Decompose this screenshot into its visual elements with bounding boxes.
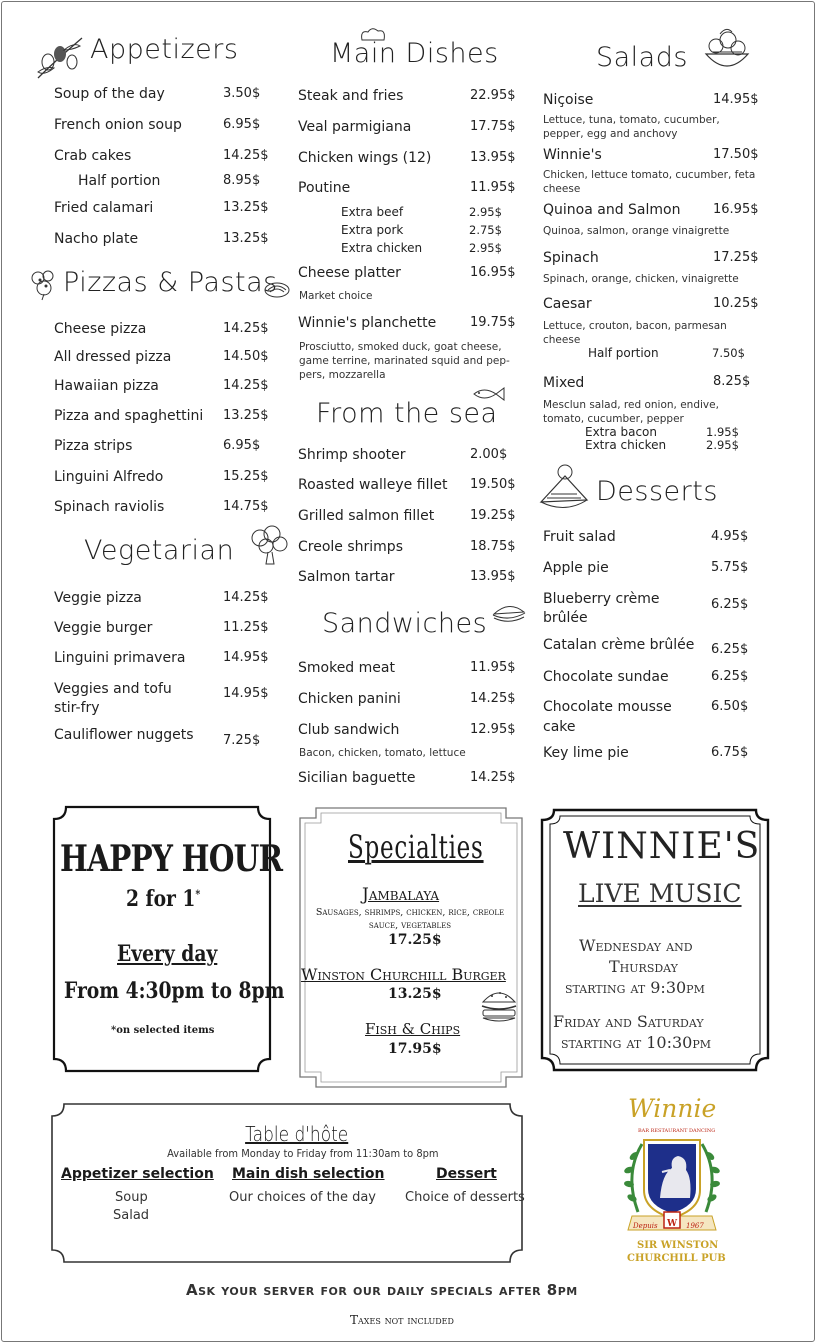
menu-price: 14.95$ bbox=[223, 686, 269, 701]
taxes-note: Taxes not included bbox=[350, 1313, 454, 1327]
menu-item: All dressed pizza bbox=[54, 349, 172, 365]
menu-item: Poutine bbox=[298, 180, 351, 196]
salad-bowl-icon bbox=[700, 24, 754, 78]
fish-icon bbox=[470, 386, 506, 402]
menu-item: Chicken wings (12) bbox=[298, 150, 432, 166]
happy-hour-hours: From 4:30pm to 8pm bbox=[64, 978, 285, 1004]
menu-item: Fruit salad bbox=[543, 529, 616, 545]
menu-item: Mixed bbox=[543, 375, 585, 391]
menu-price: 19.25$ bbox=[470, 508, 516, 523]
menu-price: 6.25$ bbox=[711, 669, 749, 684]
logo-depuis: Depuis bbox=[633, 1222, 658, 1230]
menu-price: 17.75$ bbox=[470, 119, 516, 134]
menu-item: Smoked meat bbox=[298, 660, 395, 676]
appetizer-selection-heading: Appetizer selection bbox=[61, 1166, 214, 1182]
main-option: Our choices of the day bbox=[229, 1190, 376, 1205]
extra-price: 2.95$ bbox=[469, 205, 502, 219]
menu-price: 19.75$ bbox=[470, 315, 516, 330]
menu-item: Caesar bbox=[543, 296, 592, 312]
main-selection-heading: Main dish selection bbox=[232, 1166, 385, 1182]
menu-item: Chocolate mousse bbox=[543, 699, 672, 715]
burger-price: 13.25$ bbox=[388, 986, 442, 1002]
menu-price: 16.95$ bbox=[713, 202, 759, 217]
item-description: Bacon, chicken, tomato, lettuce bbox=[299, 747, 466, 759]
menu-price: 22.95$ bbox=[470, 88, 516, 103]
menu-item: Sicilian baguette bbox=[298, 770, 416, 786]
broccoli-icon bbox=[246, 522, 292, 568]
menu-item: Pizza strips bbox=[54, 438, 133, 454]
chef-hat-icon bbox=[358, 26, 388, 44]
menu-price: 13.25$ bbox=[223, 231, 269, 246]
menu-price: 15.25$ bbox=[223, 469, 269, 484]
happy-hour-note: *on selected items bbox=[111, 1025, 215, 1036]
menu-price: 11.25$ bbox=[223, 620, 269, 635]
menu-item-line2: stir-fry bbox=[54, 700, 100, 716]
menu-price: 17.25$ bbox=[713, 250, 759, 265]
vegetarian-title: Vegetarian bbox=[84, 535, 235, 566]
menu-item-line2: cake bbox=[543, 719, 576, 735]
menu-price: 3.50$ bbox=[223, 86, 261, 101]
burger-name: Winston Churchill Burger bbox=[301, 965, 506, 984]
menu-item: Quinoa and Salmon bbox=[543, 202, 681, 218]
appetizer-option: Salad bbox=[113, 1208, 150, 1223]
item-description: Lettuce, tuna, tomato, cucumber, pepper, egg and anchovy bbox=[543, 114, 720, 140]
menu-item: Cheese pizza bbox=[54, 321, 147, 337]
live-line: starting at 9:30pm bbox=[565, 978, 705, 997]
extra-price: 2.75$ bbox=[469, 223, 502, 237]
sandwiches-title: Sandwiches bbox=[322, 608, 488, 639]
jambalaya-description: Sausages, shrimps, chicken, rice, creole sauce, vegetables bbox=[315, 907, 505, 931]
menu-item: Niçoise bbox=[543, 92, 594, 108]
menu-item-line2: brûlée bbox=[543, 610, 588, 626]
menu-price: 4.95$ bbox=[711, 529, 749, 544]
item-description: Mesclun salad, red onion, endive, tomato, cucumber, pepper bbox=[543, 399, 719, 425]
fish-chips-price: 17.95$ bbox=[388, 1041, 442, 1057]
logo-tagline: BAR RESTAURANT DANCING bbox=[638, 1128, 716, 1134]
menu-item: Spinach raviolis bbox=[54, 499, 165, 515]
menu-item: Roasted walleye fillet bbox=[298, 477, 448, 493]
menu-item: Pizza and spaghettini bbox=[54, 408, 204, 424]
menu-price: 6.25$ bbox=[711, 597, 749, 612]
menu-price: 14.25$ bbox=[223, 378, 269, 393]
table-dhote-title: Table d'hôte bbox=[245, 1122, 349, 1146]
menu-price: 2.00$ bbox=[470, 447, 508, 462]
menu-price: 13.95$ bbox=[470, 569, 516, 584]
menu-item: Linguini Alfredo bbox=[54, 469, 164, 485]
menu-item: Chocolate sundae bbox=[543, 669, 669, 685]
extra-price: 2.95$ bbox=[706, 438, 739, 452]
salads-title: Salads bbox=[596, 42, 688, 73]
menu-item: Veggie burger bbox=[54, 620, 153, 636]
menu-item: Chicken panini bbox=[298, 691, 401, 707]
menu-price: 5.75$ bbox=[711, 560, 749, 575]
menu-price: 13.25$ bbox=[223, 408, 269, 423]
menu-item: Soup of the day bbox=[54, 86, 165, 102]
logo-line1: SIR WINSTON bbox=[637, 1240, 719, 1251]
table-dhote-availability: Available from Monday to Friday from 11:30am to 8pm bbox=[167, 1147, 439, 1160]
menu-item: Half portion bbox=[78, 173, 161, 189]
menu-price: 6.95$ bbox=[223, 438, 261, 453]
menu-item: Steak and fries bbox=[298, 88, 404, 104]
extra-price: 1.95$ bbox=[706, 425, 739, 439]
menu-item: Club sandwich bbox=[298, 722, 400, 738]
menu-item: Winnie's planchette bbox=[298, 315, 437, 331]
menu-price: 11.95$ bbox=[470, 660, 516, 675]
happy-hour-title: HAPPY HOUR bbox=[60, 838, 283, 880]
menu-item: Blueberry crème bbox=[543, 591, 660, 607]
item-description: Market choice bbox=[299, 290, 373, 302]
half-portion-price: 7.50$ bbox=[712, 346, 745, 360]
menu-price: 6.25$ bbox=[711, 642, 749, 657]
live-title: LIVE MUSIC bbox=[578, 879, 742, 908]
live-line: Thursday bbox=[609, 957, 678, 976]
menu-price: 8.25$ bbox=[713, 374, 751, 389]
logo-line2: CHURCHILL PUB bbox=[627, 1253, 726, 1264]
main-title: Main Dishes bbox=[330, 38, 499, 69]
menu-price: 14.25$ bbox=[223, 148, 269, 163]
item-description: Prosciutto, smoked duck, goat cheese, game terrine, marinated squid and pep-pers, mozzarella bbox=[299, 341, 510, 381]
menu-price: 14.75$ bbox=[223, 499, 269, 514]
dessert-option: Choice of desserts bbox=[405, 1190, 525, 1205]
menu-price: 13.25$ bbox=[223, 200, 269, 215]
menu-price: 14.25$ bbox=[223, 590, 269, 605]
menu-item: Key lime pie bbox=[543, 745, 629, 761]
menu-price: 6.95$ bbox=[223, 117, 261, 132]
menu-price: 12.95$ bbox=[470, 722, 516, 737]
menu-price: 10.25$ bbox=[713, 296, 759, 311]
appetizer-option: Soup bbox=[115, 1190, 148, 1205]
herb-icon bbox=[26, 266, 62, 302]
jambalaya-name: Jambalaya bbox=[362, 885, 440, 905]
menu-item: Winnie's bbox=[543, 147, 602, 163]
extra-item: Extra chicken bbox=[585, 438, 667, 452]
sea-title: From the sea bbox=[316, 398, 498, 429]
menu-item: French onion soup bbox=[54, 117, 182, 133]
desserts-title: Desserts bbox=[596, 476, 718, 507]
menu-price: 19.50$ bbox=[470, 477, 516, 492]
extra-price: 2.95$ bbox=[469, 241, 502, 255]
happy-hour-deal-mark: * bbox=[195, 887, 201, 901]
extra-item: Extra pork bbox=[341, 223, 404, 237]
menu-item: Creole shrimps bbox=[298, 539, 403, 555]
menu-price: 8.95$ bbox=[223, 173, 261, 188]
sandwich-icon bbox=[490, 598, 528, 626]
menu-item: Linguini primavera bbox=[54, 650, 186, 666]
live-line: Friday and Saturday bbox=[553, 1012, 704, 1031]
pizzas-title: Pizzas & Pastas bbox=[63, 267, 278, 298]
burger-icon bbox=[478, 984, 520, 1026]
appetizers-title: Appetizers bbox=[90, 34, 239, 65]
menu-item: Fried calamari bbox=[54, 200, 154, 216]
menu-item: Shrimp shooter bbox=[298, 447, 406, 463]
logo-name: Winnie bbox=[628, 1094, 717, 1123]
menu-price: 14.25$ bbox=[223, 321, 269, 336]
specialties-title: Specialties bbox=[348, 828, 484, 866]
item-description: Quinoa, salmon, orange vinaigrette bbox=[543, 225, 730, 237]
menu-price: 11.95$ bbox=[470, 180, 516, 195]
happy-hour-deal: 2 for 1 bbox=[126, 886, 196, 912]
olive-branch-icon bbox=[34, 32, 88, 82]
live-line: starting at 10:30pm bbox=[561, 1033, 712, 1052]
menu-item: Nacho plate bbox=[54, 231, 139, 247]
pasta-icon bbox=[262, 280, 292, 300]
jambalaya-price: 17.25$ bbox=[388, 932, 442, 948]
live-brand: WINNIE'S bbox=[563, 826, 761, 867]
menu-price: 14.95$ bbox=[713, 92, 759, 107]
menu-item: Apple pie bbox=[543, 560, 609, 576]
extra-item: Extra chicken bbox=[341, 241, 423, 255]
happy-hour-deal-line bbox=[126, 886, 200, 912]
menu-item: Spinach bbox=[543, 250, 599, 266]
menu-price: 14.25$ bbox=[470, 691, 516, 706]
menu-item: Cauliflower nuggets bbox=[54, 727, 194, 743]
menu-price: 18.75$ bbox=[470, 539, 516, 554]
half-portion: Half portion bbox=[588, 346, 659, 360]
menu-price: 6.75$ bbox=[711, 745, 749, 760]
item-description: Spinach, orange, chicken, vinaigrette bbox=[543, 273, 739, 285]
menu-item: Hawaiian pizza bbox=[54, 378, 159, 394]
extra-item: Extra bacon bbox=[585, 425, 658, 439]
menu-item: Veggie pizza bbox=[54, 590, 142, 606]
menu-price: 17.50$ bbox=[713, 147, 759, 162]
extra-item: Extra beef bbox=[341, 205, 404, 219]
menu-price: 7.25$ bbox=[223, 733, 261, 748]
menu-item: Catalan crème brûlée bbox=[543, 637, 695, 653]
live-line: Wednesday and bbox=[579, 936, 693, 955]
menu-item: Crab cakes bbox=[54, 148, 132, 164]
menu-price: 13.95$ bbox=[470, 150, 516, 165]
menu-item: Veggies and tofu bbox=[54, 681, 172, 697]
menu-price: 14.50$ bbox=[223, 349, 269, 364]
menu-item: Salmon tartar bbox=[298, 569, 395, 585]
menu-item: Veal parmigiana bbox=[298, 119, 412, 135]
menu-price: 14.25$ bbox=[470, 770, 516, 785]
menu-price: 6.50$ bbox=[711, 699, 749, 714]
pie-icon bbox=[535, 462, 593, 514]
menu-item: Cheese platter bbox=[298, 265, 401, 281]
menu-item: Grilled salmon fillet bbox=[298, 508, 435, 524]
dessert-heading: Dessert bbox=[436, 1166, 497, 1182]
logo-w: W bbox=[667, 1219, 678, 1229]
logo-year: 1967 bbox=[686, 1222, 704, 1230]
menu-price: 14.95$ bbox=[223, 650, 269, 665]
fish-chips-name: Fish & Chips bbox=[365, 1020, 461, 1038]
menu-price: 16.95$ bbox=[470, 265, 516, 280]
item-description: Lettuce, crouton, bacon, parmesan cheese bbox=[543, 320, 727, 346]
item-description: Chicken, lettuce tomato, cucumber, feta cheese bbox=[543, 169, 756, 195]
daily-specials-note: Ask your server for our daily specials after 8pm bbox=[186, 1281, 578, 1299]
happy-hour-every: Every day bbox=[117, 941, 218, 967]
